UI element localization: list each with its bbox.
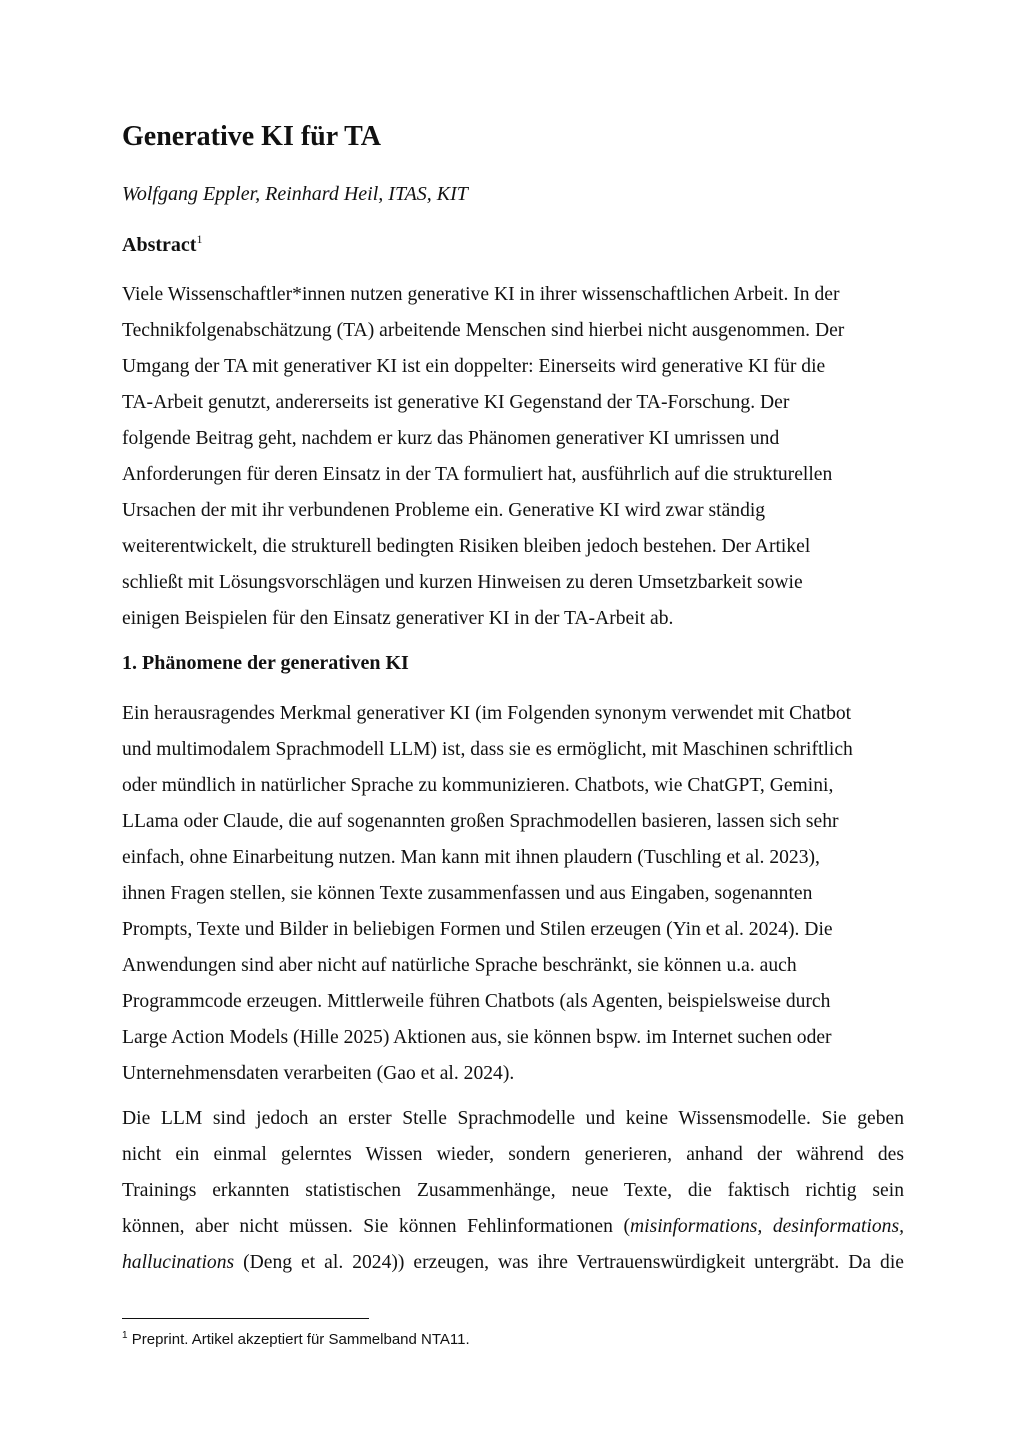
footnote-divider <box>122 1318 369 1319</box>
paragraph-line: einfach, ohne Einarbeitung nutzen. Man kann mit ihnen plaudern (Tuschling et al. 2023), <box>122 847 820 868</box>
paragraph-line: Ein herausragendes Merkmal generativer KI (im Folgenden synonym verwendet mit Chatbot <box>122 703 852 724</box>
paragraph-line: Unternehmensdaten verarbeiten (Gao et al. 2024). <box>122 1063 515 1084</box>
abstract-line: Technikfolgenabschätzung (TA) arbeitende Menschen sind hierbei nicht ausgenommen. Der <box>122 320 845 341</box>
abstract-heading-text: Abstract <box>122 234 197 256</box>
paragraph-line: Trainings erkannten statistischen Zusammenhänge, neue Texte, die faktisch richtig sein <box>122 1180 904 1201</box>
abstract-line: Anforderungen für deren Einsatz in der TA formuliert hat, ausführlich auf die strukturellen <box>122 464 833 485</box>
paragraph-line <box>122 1245 904 1281</box>
abstract-line: weiterentwickelt, die strukturell bedingten Risiken bleiben jedoch bestehen. Der Artikel <box>122 536 811 557</box>
emphasis-text: hallucinations <box>122 1252 235 1273</box>
abstract-line: Umgang der TA mit generativer KI ist ein doppelter: Einerseits wird generative KI für die <box>122 356 826 377</box>
paragraph-line: Prompts, Texte und Bilder in beliebigen Formen und Stilen erzeugen (Yin et al. 2024). Die <box>122 919 833 940</box>
paragraph-line: nicht ein einmal gelerntes Wissen wieder, sondern generieren, anhand der während des <box>122 1144 904 1165</box>
section-heading: 1. Phänomene der generativen KI <box>122 652 409 674</box>
paragraph-line: oder mündlich in natürlicher Sprache zu kommunizieren. Chatbots, wie ChatGPT, Gemini, <box>122 775 834 796</box>
paragraph-line <box>122 1209 904 1245</box>
emphasis-text: misinformations, desinformations, <box>630 1216 904 1237</box>
page-title: Generative KI für TA <box>122 121 381 152</box>
section1-paragraph-2 <box>122 1101 904 1281</box>
section1-paragraph-1 <box>122 696 904 1092</box>
abstract-footnote-mark: 1 <box>196 232 203 246</box>
abstract-line: TA-Arbeit genutzt, andererseits ist generative KI Gegenstand der TA-Forschung. Der <box>122 392 790 413</box>
paragraph-line: LLama oder Claude, die auf sogenannten großen Sprachmodellen basieren, lassen sich sehr <box>122 811 839 832</box>
abstract-line: Viele Wissenschaftler*innen nutzen generative KI in ihrer wissenschaftlichen Arbeit. In der <box>122 284 840 305</box>
abstract-line: Ursachen der mit ihr verbundenen Probleme ein. Generative KI wird zwar ständig <box>122 500 766 521</box>
paragraph-line: Anwendungen sind aber nicht auf natürliche Sprache beschränkt, sie können u.a. auch <box>122 955 797 976</box>
footnote <box>122 1330 470 1348</box>
paragraph-line: Die LLM sind jedoch an erster Stelle Sprachmodelle und keine Wissensmodelle. Sie geben <box>122 1108 904 1129</box>
abstract-paragraph <box>122 277 904 637</box>
paragraph-line: ihnen Fragen stellen, sie können Texte zusammenfassen und aus Eingaben, sogenannten <box>122 883 813 904</box>
author-line: Wolfgang Eppler, Reinhard Heil, ITAS, KIT <box>122 183 468 205</box>
paragraph-line: Programmcode erzeugen. Mittlerweile führen Chatbots (als Agenten, beispielsweise durch <box>122 991 831 1012</box>
abstract-line: folgende Beitrag geht, nachdem er kurz das Phänomen generativer KI umrissen und <box>122 428 780 449</box>
line-text: (Deng et al. 2024)) erzeugen, was ihre Vertrauenswürdigkeit untergräbt. Da die <box>234 1252 904 1273</box>
paragraph-line: und multimodalem Sprachmodell LLM) ist, dass sie es ermöglicht, mit Maschinen schriftlich <box>122 739 853 760</box>
abstract-heading <box>122 232 202 257</box>
abstract-line: schließt mit Lösungsvorschlägen und kurzen Hinweisen zu deren Umsetzbarkeit sowie <box>122 572 803 593</box>
footnote-mark: 1 <box>122 1330 128 1341</box>
abstract-line: einigen Beispielen für den Einsatz generativer KI in der TA-Arbeit ab. <box>122 608 674 629</box>
footnote-text: Preprint. Artikel akzeptiert für Sammelband NTA11. <box>127 1331 470 1348</box>
line-text: können, aber nicht müssen. Sie können Fehlinformationen ( <box>122 1216 630 1237</box>
paragraph-line: Large Action Models (Hille 2025) Aktionen aus, sie können bspw. im Internet suchen oder <box>122 1027 832 1048</box>
